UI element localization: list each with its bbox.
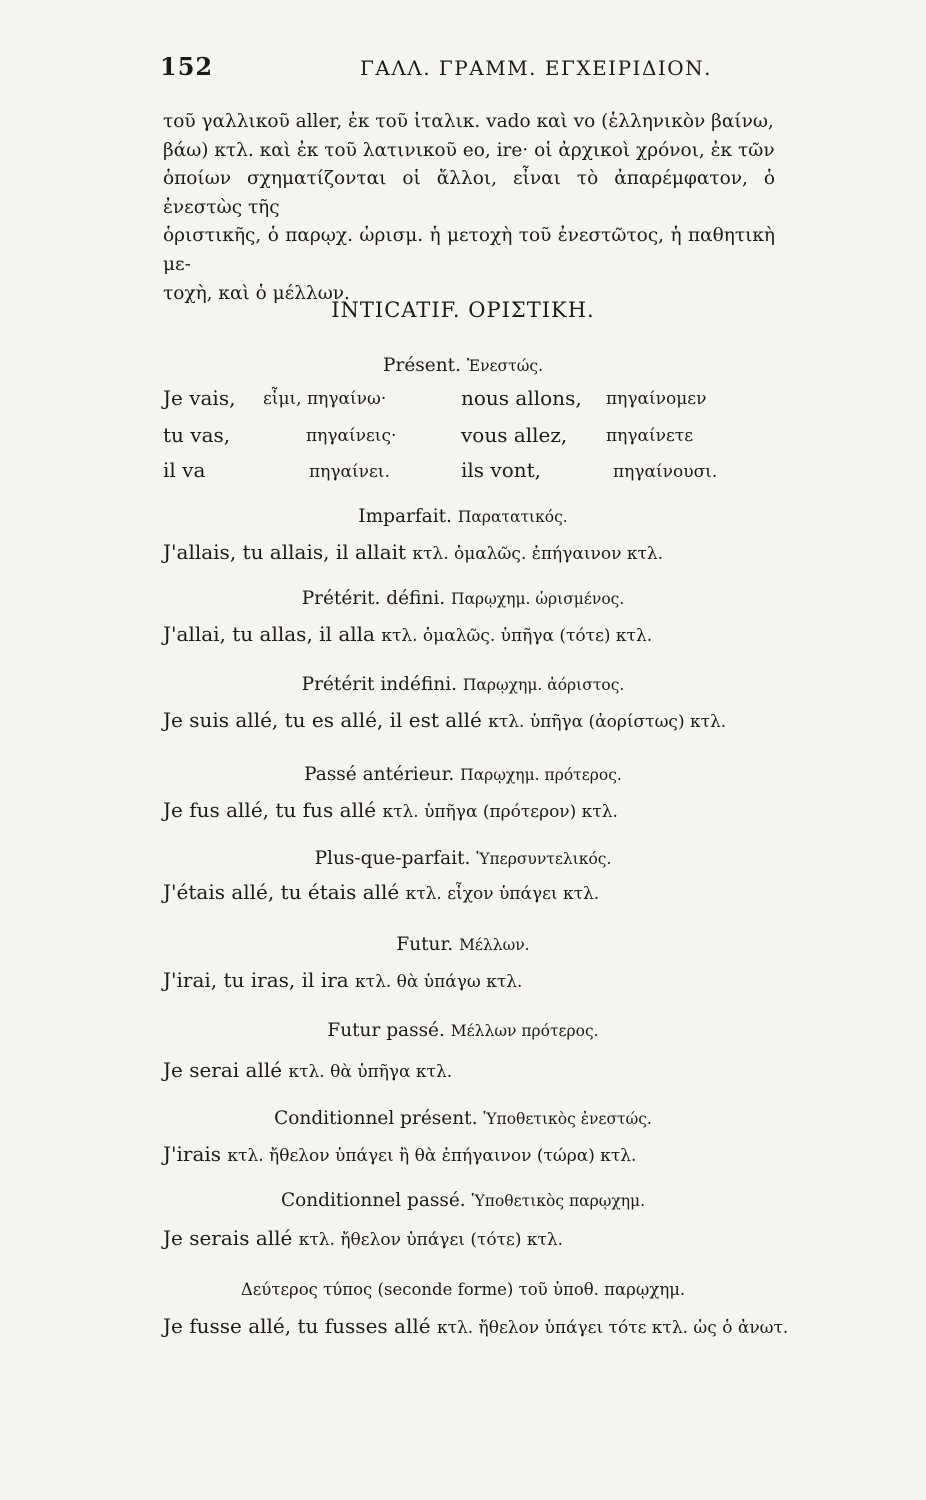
conjugation-line xyxy=(163,1142,636,1166)
conjugation-fr: Je fus allé, tu fus allé xyxy=(163,798,377,822)
tense-heading-fr: Passé antérieur. xyxy=(304,764,455,785)
tense-heading-gr: Μέλλων. xyxy=(459,936,530,954)
tense-heading-gr: Ὑποθετικὸς ἐνεστώς. xyxy=(483,1110,652,1128)
conjugation-fr: Je serai allé xyxy=(163,1058,283,1082)
tense-heading-fr: Prétérit. défini. xyxy=(301,588,446,609)
conjugation-gr: κτλ. θὰ ὑπῆγα κτλ. xyxy=(288,1062,453,1082)
conjugation-fr: Je suis allé, tu es allé, il est allé xyxy=(163,708,482,732)
tense-heading xyxy=(0,764,926,785)
tense-heading-gr: Μέλλων πρότερος. xyxy=(450,1022,599,1040)
intro-line: βάω) κτλ. καὶ ἐκ τοῦ λατινικοῦ eo, ire· οἱ ἀρχικοὶ χρόνοι, ἐκ τῶν xyxy=(163,139,775,161)
tense-heading-gr: Ὑπερσυντελικός. xyxy=(476,850,612,868)
present-gr-plural-2: πηγαίνετε xyxy=(606,426,694,446)
conjugation-fr: J'étais allé, tu étais allé xyxy=(163,880,400,904)
conjugation-line xyxy=(163,1058,452,1082)
present-fr-singular-1: Je vais, xyxy=(163,386,236,410)
conjugation-gr: κτλ. ἤθελον ὑπάγει (τότε) κτλ. xyxy=(298,1230,564,1250)
present-gr-singular-3: πηγαίνει. xyxy=(309,462,390,482)
present-fr-singular-3: il va xyxy=(163,458,206,482)
conjugation-line xyxy=(163,880,599,904)
tense-heading-fr: Plus-que-parfait. xyxy=(314,848,471,869)
tense-heading xyxy=(0,934,926,955)
tense-heading-gr: Ἐνεστώς. xyxy=(466,357,543,375)
tense-heading xyxy=(0,355,926,376)
tense-heading-fr: Imparfait. xyxy=(358,506,452,527)
conjugation-fr: J'allai, tu allas, il alla xyxy=(163,622,375,646)
tense-heading xyxy=(0,506,926,527)
conjugation-line xyxy=(163,968,522,992)
present-gr-singular-2: πηγαίνεις· xyxy=(306,426,397,446)
present-gr-singular-1: εἶμι, πηγαίνω· xyxy=(263,389,387,409)
present-gr-plural-1: πηγαίνομεν xyxy=(606,389,707,409)
present-fr-plural-3: ils vont, xyxy=(461,458,542,482)
conjugation-line xyxy=(163,1314,788,1338)
tense-heading-gr: Παρῳχημ. ὡρισμένος. xyxy=(451,590,625,608)
conjugation-fr: Je fusse allé, tu fusses allé xyxy=(163,1314,431,1338)
conjugation-fr: Je serais allé xyxy=(163,1226,293,1250)
conjugation-line xyxy=(163,540,663,564)
tense-heading-fr: Futur. xyxy=(396,934,454,955)
conjugation-gr: κτλ. ὑπῆγα (ἀορίστως) κτλ. xyxy=(488,712,727,732)
tense-heading xyxy=(0,674,926,695)
intro-line: τοχὴ, καὶ ὁ μέλλων. xyxy=(163,282,350,304)
tense-heading xyxy=(0,1108,926,1129)
tense-heading xyxy=(0,848,926,869)
conjugation-gr: κτλ. ὁμαλῶς. ἐπήγαινον κτλ. xyxy=(412,544,664,564)
present-gr-plural-3: πηγαίνουσι. xyxy=(613,462,718,482)
conjugation-gr: κτλ. θὰ ὑπάγω κτλ. xyxy=(355,972,523,992)
tense-heading xyxy=(0,1190,926,1211)
intro-line: ὁριστικῆς, ὁ παρῳχ. ὡρισμ. ἡ μετοχὴ τοῦ ἐνεστῶτος, ἡ παθητικὴ με- xyxy=(163,225,775,275)
tense-heading-fr: Présent. xyxy=(383,355,461,376)
conjugation-fr: J'irai, tu iras, il ira xyxy=(163,968,349,992)
conjugation-gr: κτλ. εἶχον ὑπάγει κτλ. xyxy=(405,884,600,904)
conjugation-fr: J'allais, tu allais, il allait xyxy=(163,540,407,564)
conjugation-fr: J'irais xyxy=(163,1142,222,1166)
conjugation-gr: κτλ. ἤθελον ὑπάγει ἢ θὰ ἐπήγαινον (τώρα) κτλ. xyxy=(227,1146,637,1166)
second-form-heading: Δεύτερος τύπος (seconde forme) τοῦ ὑποθ. παρῳχημ. xyxy=(240,1280,686,1299)
conjugation-line xyxy=(163,622,652,646)
conjugation-gr: κτλ. ὑπῆγα (πρότερον) κτλ. xyxy=(382,802,618,822)
page-number: 152 xyxy=(160,52,214,81)
tense-heading xyxy=(0,1020,926,1041)
intro-line: ὁποίων σχηματίζονται οἱ ἄλλοι, εἶναι τὸ ἀπαρέμφατον, ὁ ἐνεστὼς τῆς xyxy=(163,168,775,218)
tense-heading-fr: Prétérit indéfini. xyxy=(301,674,458,695)
conjugation-gr: κτλ. ἤθελον ὑπάγει τότε κτλ. ὡς ὁ ἀνωτ. xyxy=(436,1318,789,1338)
intro-line: τοῦ γαλλικοῦ aller, ἐκ τοῦ ἰταλικ. vado καὶ vo (ἑλληνικὸν βαίνω, xyxy=(163,111,774,132)
conjugation-line xyxy=(163,1226,563,1250)
conjugation-line xyxy=(163,708,726,732)
conjugation-gr: κτλ. ὁμαλῶς. ὑπῆγα (τότε) κτλ. xyxy=(381,626,653,646)
page-header xyxy=(160,52,780,92)
tense-heading-fr: Conditionnel présent. xyxy=(274,1108,478,1129)
intro-paragraph xyxy=(163,108,775,308)
tense-heading-fr: Futur passé. xyxy=(327,1020,445,1041)
present-fr-singular-2: tu vas, xyxy=(163,423,231,447)
running-head: ΓΑΛΛ. ΓΡΑΜΜ. ΕΓΧΕΙΡΙΔΙΟΝ. xyxy=(360,56,713,80)
mood-title: INTICATIF. ΟΡΙΣΤΙΚΗ. xyxy=(331,298,595,322)
tense-heading-gr: Ὑποθετικὸς παρῳχημ. xyxy=(471,1192,646,1210)
tense-heading-gr: Παρῳχημ. πρότερος. xyxy=(460,766,622,784)
tense-heading-gr: Παρῳχημ. ἀόριστος. xyxy=(462,676,625,694)
present-fr-plural-1: nous allons, xyxy=(461,386,582,410)
present-fr-plural-2: vous allez, xyxy=(461,423,568,447)
tense-heading-fr: Conditionnel passé. xyxy=(280,1190,466,1211)
conjugation-line xyxy=(163,798,618,822)
tense-heading xyxy=(0,588,926,609)
tense-heading-gr: Παρατατικός. xyxy=(457,508,568,526)
